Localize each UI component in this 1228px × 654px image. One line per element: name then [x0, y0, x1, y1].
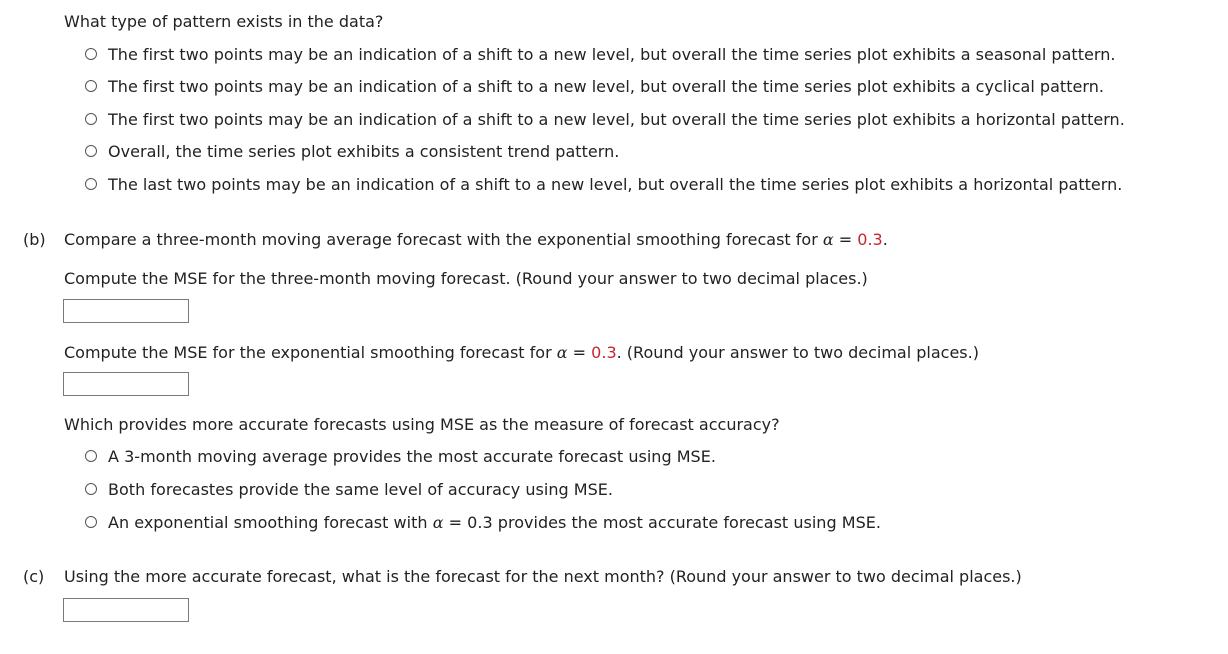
forecast-input[interactable]: [63, 598, 189, 622]
radio-button[interactable]: [85, 80, 97, 92]
period: .: [882, 230, 888, 249]
option-label: Overall, the time series plot exhibits a consistent trend pattern.: [108, 141, 620, 161]
pattern-option-seasonal[interactable]: [84, 42, 1115, 66]
option-prefix: An exponential smoothing forecast with: [108, 512, 428, 532]
mse-moving-prompt: Compute the MSE for the three-month moving forecast. (Round your answer to two decimal places.): [64, 269, 868, 288]
alpha-symbol: α: [556, 343, 568, 362]
part-b-intro: [64, 230, 888, 249]
option-suffix: = 0.3 provides the most accurate forecast using MSE.: [448, 512, 881, 532]
mse-moving-input[interactable]: [63, 299, 189, 323]
pattern-option-trend[interactable]: [84, 139, 619, 163]
radio-button[interactable]: [85, 113, 97, 125]
option-label: The last two points may be an indication of a shift to a new level, but overall the time series plot exhibits a horizontal pattern.: [108, 174, 1123, 194]
radio-button[interactable]: [85, 450, 97, 462]
option-label: Both forecastes provide the same level of accuracy using MSE.: [108, 479, 614, 499]
option-label: The first two points may be an indication of a shift to a new level, but overall the time series plot exhibits a seasonal pattern.: [108, 44, 1116, 64]
accuracy-option-exponential[interactable]: [84, 510, 881, 534]
intro-text: Compare a three-month moving average forecast with the exponential smoothing forecast for: [64, 230, 818, 249]
mse-exp-text: Compute the MSE for the exponential smoothing forecast for: [64, 343, 552, 362]
pattern-option-cyclical[interactable]: [84, 74, 1104, 98]
pattern-option-horizontal-first[interactable]: [84, 107, 1125, 131]
pattern-option-horizontal-last[interactable]: [84, 172, 1122, 196]
radio-button[interactable]: [85, 178, 97, 190]
forecast-question: Using the more accurate forecast, what is the forecast for the next month? (Round your answer to two decimal places.): [64, 567, 1022, 586]
accuracy-question: Which provides more accurate forecasts using MSE as the measure of forecast accuracy?: [64, 415, 780, 434]
radio-button[interactable]: [85, 483, 97, 495]
alpha-symbol: α: [822, 230, 834, 249]
part-b-label: (b): [23, 230, 46, 249]
equals-sign: =: [838, 230, 853, 249]
radio-button[interactable]: [85, 516, 97, 528]
option-label: The first two points may be an indication of a shift to a new level, but overall the time series plot exhibits a cyclical pattern.: [108, 76, 1104, 96]
equals-sign: =: [572, 343, 587, 362]
mse-exp-suffix: . (Round your answer to two decimal places.): [616, 343, 979, 362]
alpha-value: 0.3: [591, 343, 617, 362]
radio-button[interactable]: [85, 48, 97, 60]
radio-button[interactable]: [85, 145, 97, 157]
pattern-question: What type of pattern exists in the data?: [64, 12, 384, 31]
accuracy-option-moving-average[interactable]: [84, 444, 716, 468]
option-label: [108, 513, 881, 532]
alpha-value: 0.3: [857, 230, 883, 249]
accuracy-option-same[interactable]: [84, 477, 613, 501]
mse-exp-prompt: [64, 343, 979, 362]
alpha-symbol: α: [432, 512, 444, 532]
part-c-label: (c): [23, 567, 45, 586]
option-label: The first two points may be an indication of a shift to a new level, but overall the time series plot exhibits a horizontal pattern.: [108, 109, 1125, 129]
option-label: A 3-month moving average provides the most accurate forecast using MSE.: [108, 446, 716, 466]
mse-exp-input[interactable]: [63, 372, 189, 396]
